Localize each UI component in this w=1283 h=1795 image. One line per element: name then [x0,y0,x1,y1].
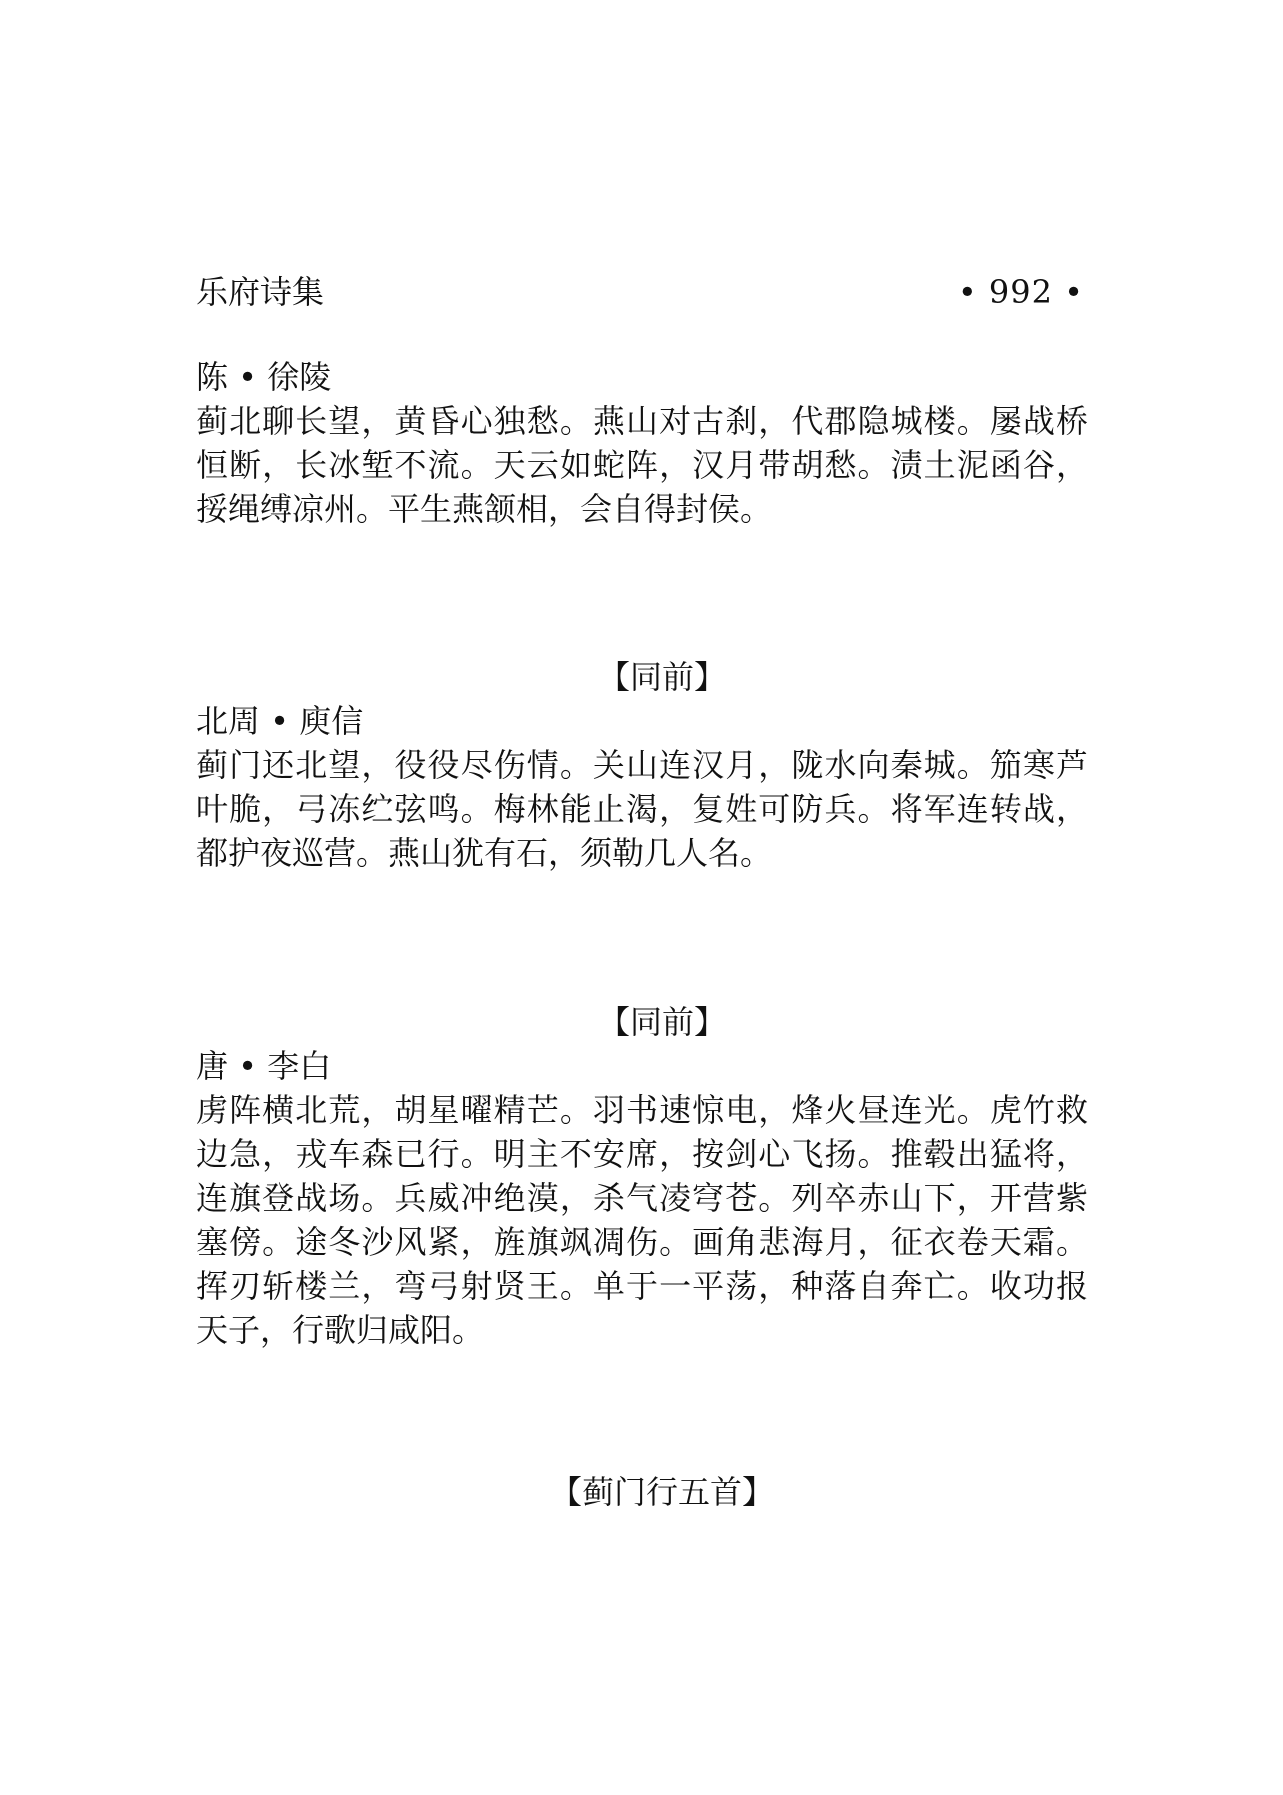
poem-heading: 【同前】 [597,658,726,696]
page-number: • 992 • [957,273,1084,311]
next-poem-heading: 【蓟门行五首】 [549,1473,774,1511]
book-title: 乐府诗集 [196,273,325,311]
poem-author: 陈 • 徐陵 [196,358,332,396]
poem-section [196,655,1088,875]
poem-heading: 【同前】 [597,1003,726,1041]
poem-author: 唐 • 李白 [196,1047,332,1085]
page-header [196,268,1084,316]
poem-text: 蓟北聊长望，黄昏心独愁。燕山对古刹，代郡隐城楼。屡战桥恒断，长冰堑不流。天云如蛇阵，汉月带胡愁。渍土泥函谷，挼绳缚凉州。平生燕颔相，会自得封侯。 [196,402,1088,528]
poem-author: 北周 • 庾信 [196,702,364,740]
poem-text: 虏阵横北荒，胡星曜精芒。羽书速惊电，烽火昼连光。虎竹救边急，戎车森已行。明主不安席，按剑心飞扬。推毂出猛将，连旗登战场。兵威冲绝漠，杀气凌穹苍。列卒赤山下，开营紫塞傍。途冬沙风紧，旌旗飒凋伤。画角悲海月，征衣卷天霜。挥刃斩楼兰，弯弓射贤王。单于一平荡，种落自奔亡。收功报天子，行歌归咸阳。 [196,1091,1088,1349]
poem-section [196,355,1088,531]
poem-text: 蓟门还北望，役役尽伤情。关山连汉月，陇水向秦城。笳寒芦叶脆，弓冻纻弦鸣。梅林能止渴，复姓可防兵。将军连转战，都护夜巡营。燕山犹有石，须勒几人名。 [196,746,1088,872]
poem-section [196,1000,1088,1352]
